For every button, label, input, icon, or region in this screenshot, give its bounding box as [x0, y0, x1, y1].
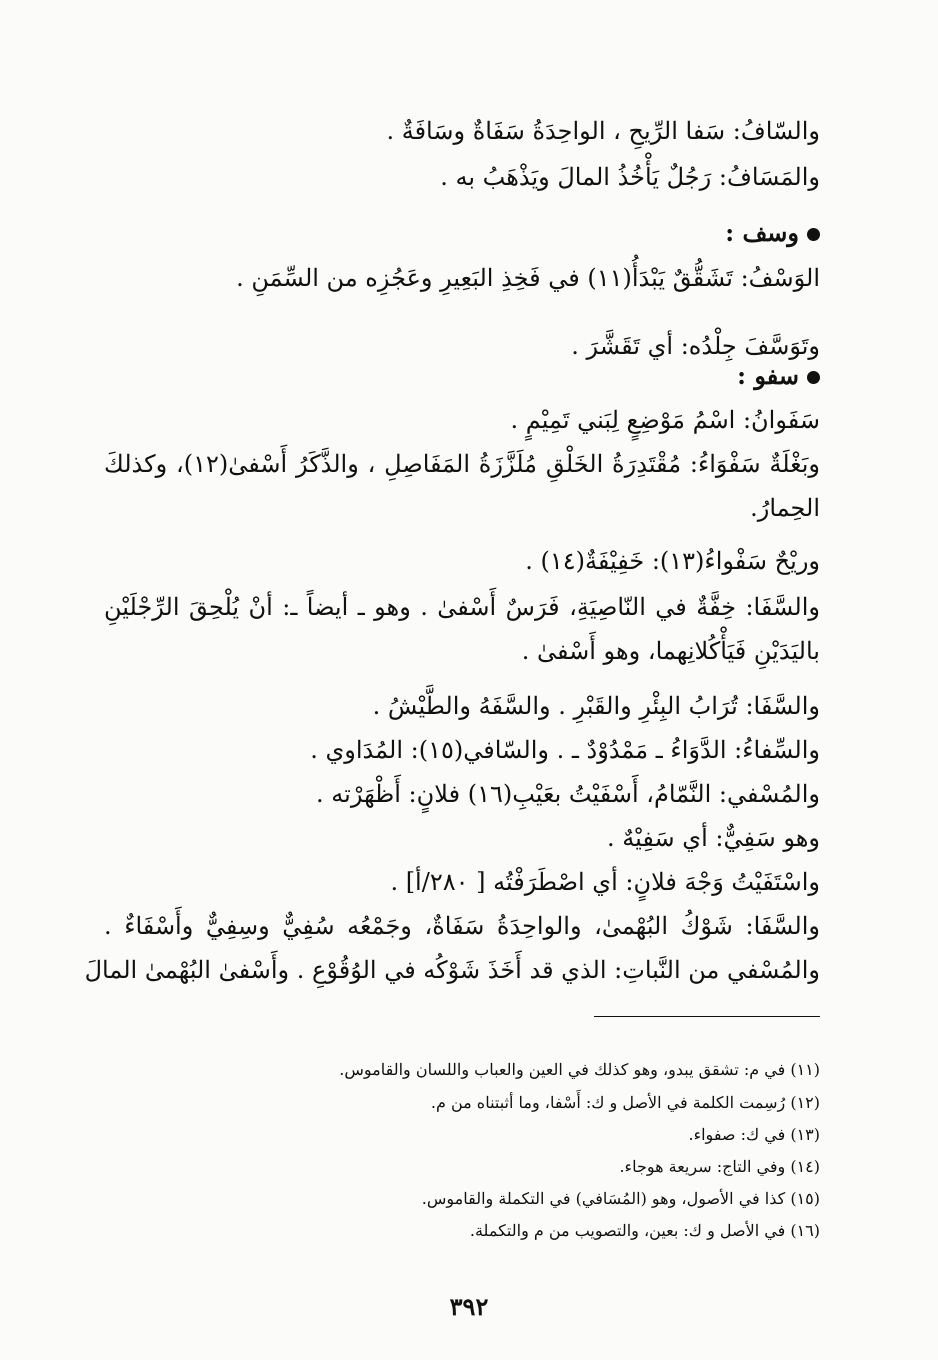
footnote: (١٤) وفي التاج: سريعة هوجاء.	[619, 1157, 820, 1176]
entry-heading-sfw	[737, 360, 820, 392]
entry-heading-label: وسف :	[725, 218, 799, 247]
text-line: وهو سَفِيٌّ: أي سَفِيْهٌ .	[607, 824, 820, 852]
text-line: واسْتَفَيْتُ وَجْهَ فلانٍ: أي اصْطَرَفْتُه [ ٢٨٠/أ] .	[390, 868, 820, 896]
entry-heading-label: سفو :	[737, 361, 799, 390]
text-line: والمُسْفي: النَّمّامُ، أَسْفَيْتُ بعَيْبِ(١٦) فلانٍ: أَظْهَرْته .	[316, 780, 820, 808]
text-line: والسَّفَا: خِفَّةٌ في النّاصِيَةِ، فَرَسٌ أَسْفىٰ . وهو ـ أيضاً ـ: أنْ يُلْحِقَ الرِّجْلَيْنِ	[104, 593, 820, 621]
text-line: والسّافُ: سَفا الرِّيحِ ، الواحِدَةُ سَفَاةٌ وسَافَةٌ .	[386, 117, 820, 145]
text-line: سَفَوانُ: اسْمُ مَوْضِعٍ لِبَني تَمِيْمٍ .	[510, 406, 820, 434]
text-line: والسَّفَا: تُرَابُ البِئْرِ والقَبْرِ . والسَّفَهُ والطَّيْشُ .	[372, 692, 820, 720]
text-line: والمَسَافُ: رَجُلٌ يَأْخُذُ المالَ ويَذْهَبُ به .	[440, 163, 820, 191]
page-number: ٣٩٢	[449, 1292, 489, 1321]
text-line: وريْحٌ سَفْواءُ(١٣): خَفِيْفَةٌ(١٤) .	[525, 547, 820, 575]
footnote: (١٢) رُسِمت الكلمة في الأصل و ك: أَسْفا، وما أثبتناه من م.	[430, 1093, 820, 1112]
text-line: والسَّفَا: شَوْكُ البُهْمىٰ، والواحِدَةُ سَفَاةٌ، وجَمْعُه سُفِيٌّ وسِفِيٌّ وأَسْفَاءٌ .	[104, 912, 820, 940]
text-line: والمُسْفي من النَّباتِ: الذي قد أَخَذَ شَوْكُه في الوُقُوْعِ . وأَسْفىٰ البُهْمىٰ المالَ	[84, 956, 820, 984]
footnote: (١٣) في ك: صفواء.	[688, 1125, 820, 1144]
text-line: الحِمارُ.	[750, 494, 820, 522]
bullet-icon	[807, 371, 820, 384]
text-line: باليَدَيْنِ فَيَأْكُلانِهما، وهو أَسْفىٰ .	[521, 637, 820, 665]
footnote: (١٦) في الأصل و ك: بعين، والتصويب من م والتكملة.	[469, 1221, 820, 1240]
bullet-icon	[807, 228, 820, 241]
text-line: والسِّفاءُ: الدَّوَاءُ ـ مَمْدُوْدٌ ـ . والسّافي(١٥): المُدَاوي .	[310, 736, 820, 764]
footnote-separator	[594, 1016, 820, 1017]
footnote: (١١) في م: تشقق يبدو، وهو كذلك في العين والعباب واللسان والقاموس.	[339, 1060, 820, 1079]
text-line: وبَغْلَةٌ سَفْوَاءُ: مُقْتَدِرَةُ الخَلْقِ مُلَزَّزَةُ المَفَاصِلِ ، والذَّكَرُ أَسْفىٰ(١٢)، وكذلكَ	[104, 450, 821, 478]
footnote: (١٥) كذا في الأصول، وهو (المُسَافي) في التكملة والقاموس.	[421, 1189, 820, 1208]
text-line: وتَوَسَّفَ جِلْدُه: أي تَقَشَّرَ .	[571, 332, 820, 360]
text-line: الوَسْفُ: تَشَقُّقٌ يَبْدَأُ(١١) في فَخِذِ البَعِيرِ وعَجُزِه من السِّمَنِ .	[236, 264, 820, 292]
entry-heading-wsf	[725, 217, 820, 249]
